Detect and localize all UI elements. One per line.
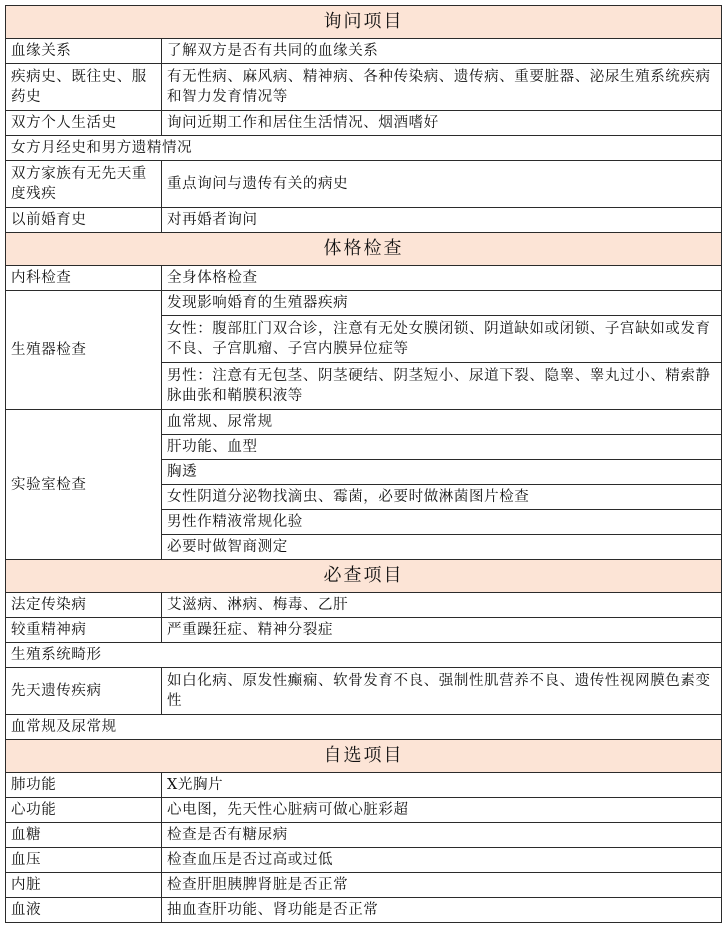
row-detail: 女性：腹部肛门双合诊，注意有无处女膜闭锁、阴道缺如或闭锁、子宫缺如或发育不良、子宫肌瘤、子宫内膜异位症等 xyxy=(162,316,722,363)
row-detail: 艾滋病、淋病、梅毒、乙肝 xyxy=(162,593,722,618)
row-detail: 男性作精液常规化验 xyxy=(162,510,722,535)
row-detail: 询问近期工作和居住生活情况、烟酒嗜好 xyxy=(162,111,722,136)
table-row xyxy=(6,873,722,898)
row-label: 血缘关系 xyxy=(6,39,162,64)
row-detail: 全身体格检查 xyxy=(162,266,722,291)
row-label: 法定传染病 xyxy=(6,593,162,618)
row-detail: 有无性病、麻风病、精神病、各种传染病、遗传病、重要脏器、泌尿生殖系统疾病和智力发育情况等 xyxy=(162,64,722,111)
row-detail: X光胸片 xyxy=(162,773,722,798)
row-detail: 重点询问与遗传有关的病史 xyxy=(162,161,722,208)
section-header-row xyxy=(6,560,722,593)
row-detail: 严重躁狂症、精神分裂症 xyxy=(162,618,722,643)
row-label: 双方个人生活史 xyxy=(6,111,162,136)
table-row xyxy=(6,593,722,618)
row-detail: 必要时做智商测定 xyxy=(162,535,722,560)
table-row xyxy=(6,798,722,823)
row-label: 内科检查 xyxy=(6,266,162,291)
row-label: 较重精神病 xyxy=(6,618,162,643)
section-header-row xyxy=(6,740,722,773)
row-detail: 检查血压是否过高或过低 xyxy=(162,848,722,873)
table-row xyxy=(6,161,722,208)
row-label: 生殖器检查 xyxy=(6,291,162,410)
table-row xyxy=(6,64,722,111)
row-label-full: 血常规及尿常规 xyxy=(6,715,722,740)
section-title: 必查项目 xyxy=(6,560,722,593)
table-row xyxy=(6,291,722,316)
row-detail: 检查是否有糖尿病 xyxy=(162,823,722,848)
exam-table-container xyxy=(5,5,721,923)
row-detail: 心电图，先天性心脏病可做心脏彩超 xyxy=(162,798,722,823)
table-row xyxy=(6,848,722,873)
row-label: 血压 xyxy=(6,848,162,873)
table-row xyxy=(6,208,722,233)
row-label: 肺功能 xyxy=(6,773,162,798)
row-label: 心功能 xyxy=(6,798,162,823)
row-label: 以前婚育史 xyxy=(6,208,162,233)
table-row xyxy=(6,618,722,643)
table-row xyxy=(6,410,722,435)
section-title: 自选项目 xyxy=(6,740,722,773)
row-label: 血液 xyxy=(6,898,162,923)
section-title: 体格检查 xyxy=(6,233,722,266)
row-label-full: 女方月经史和男方遗精情况 xyxy=(6,136,722,161)
table-row xyxy=(6,668,722,715)
table-row xyxy=(6,39,722,64)
table-row xyxy=(6,111,722,136)
row-label: 实验室检查 xyxy=(6,410,162,560)
table-row xyxy=(6,266,722,291)
section-header-row xyxy=(6,6,722,39)
row-detail: 女性阴道分泌物找滴虫、霉菌，必要时做淋菌图片检查 xyxy=(162,485,722,510)
table-row xyxy=(6,715,722,740)
row-detail: 肝功能、血型 xyxy=(162,435,722,460)
table-row xyxy=(6,898,722,923)
row-detail: 对再婚者询问 xyxy=(162,208,722,233)
row-detail: 男性：注意有无包茎、阴茎硬结、阴茎短小、尿道下裂、隐睾、睾丸过小、精索静脉曲张和鞘膜积液等 xyxy=(162,363,722,410)
premarital-exam-table xyxy=(5,5,722,923)
row-detail: 检查肝胆胰脾肾脏是否正常 xyxy=(162,873,722,898)
row-label: 双方家族有无先天重度残疾 xyxy=(6,161,162,208)
table-row xyxy=(6,823,722,848)
row-label: 内脏 xyxy=(6,873,162,898)
section-title: 询问项目 xyxy=(6,6,722,39)
table-row xyxy=(6,643,722,668)
row-detail: 胸透 xyxy=(162,460,722,485)
row-detail: 如白化病、原发性癫痫、软骨发育不良、强制性肌营养不良、遗传性视网膜色素变性 xyxy=(162,668,722,715)
row-detail: 发现影响婚育的生殖器疾病 xyxy=(162,291,722,316)
row-label: 血糖 xyxy=(6,823,162,848)
section-header-row xyxy=(6,233,722,266)
row-label: 疾病史、既往史、服药史 xyxy=(6,64,162,111)
row-detail: 抽血查肝功能、肾功能是否正常 xyxy=(162,898,722,923)
table-row xyxy=(6,773,722,798)
row-label: 先天遗传疾病 xyxy=(6,668,162,715)
row-detail: 了解双方是否有共同的血缘关系 xyxy=(162,39,722,64)
row-label-full: 生殖系统畸形 xyxy=(6,643,722,668)
table-row xyxy=(6,136,722,161)
row-detail: 血常规、尿常规 xyxy=(162,410,722,435)
